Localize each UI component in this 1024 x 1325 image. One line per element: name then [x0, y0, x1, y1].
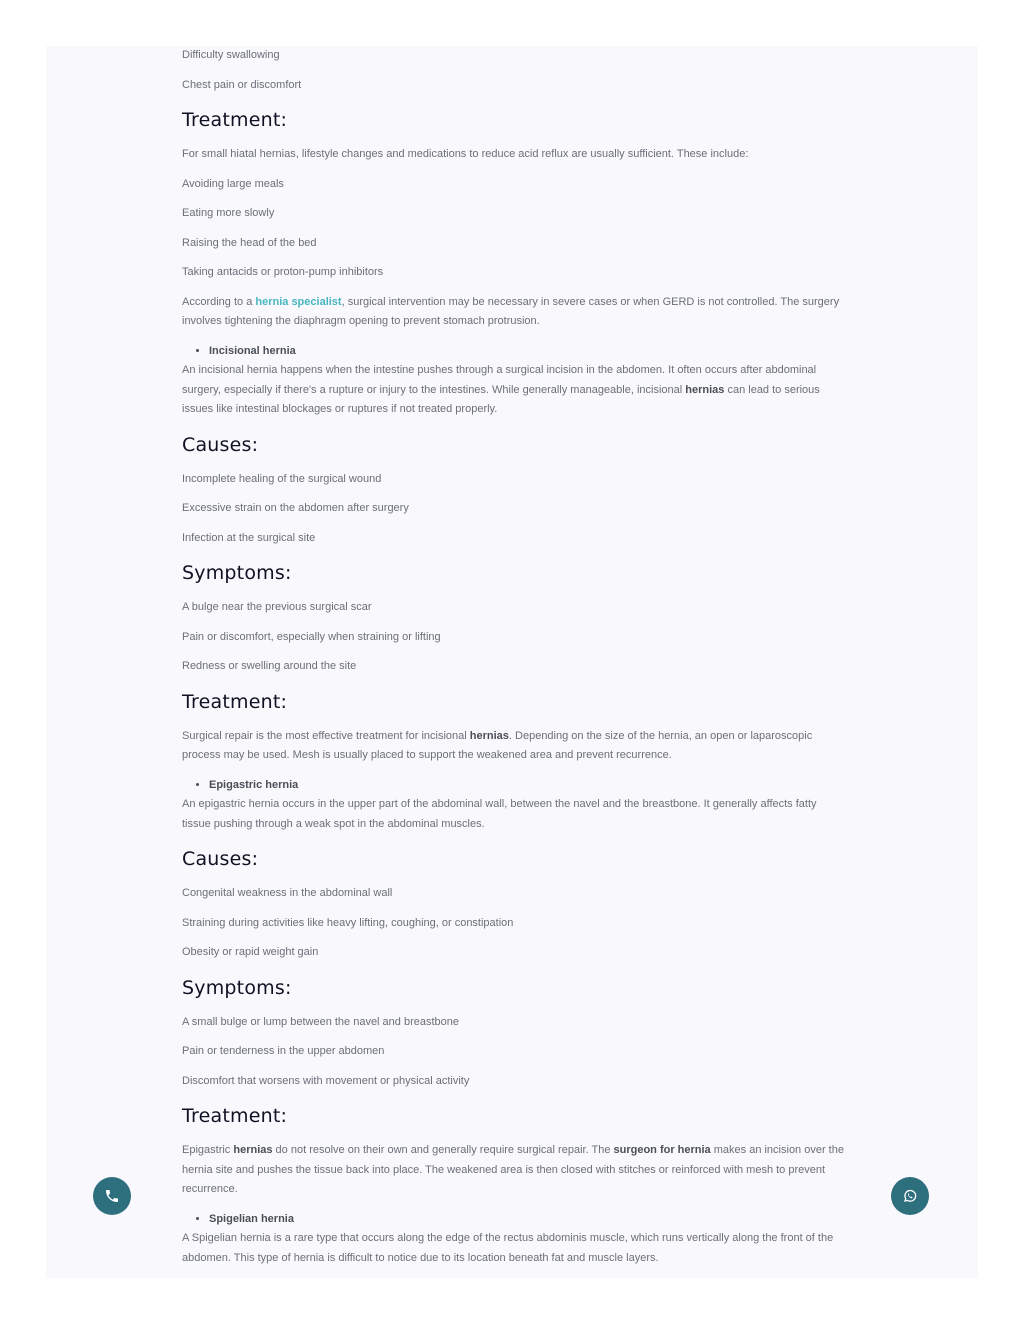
text-fragment: , surgical intervention may be necessary in severe cases or when GERD is not controlled. The surgery involves tightening the diaphragm opening to prevent stomach protrusion. [182, 295, 840, 327]
specialist-paragraph [182, 293, 846, 332]
epigastric-description: An epigastric hernia occurs in the upper part of the abdominal wall, between the navel and the breastbone. It generally affects fatty tissue pushing through a weak spot in the abdominal muscles. [182, 798, 817, 830]
cause-item: Congenital weakness in the abdominal wall [182, 887, 393, 899]
section-heading-treatment: Treatment: [182, 1105, 288, 1127]
section-heading-causes: Causes: [182, 848, 259, 870]
cause-item: Incomplete healing of the surgical wound [182, 472, 382, 485]
spigelian-description: A Spigelian hernia is a rare type that occurs along the edge of the rectus abdominis muscle, which runs vertically along the front of the abdomen. This type of hernia is difficult to notice due to its location beneath fat and muscle layers. [182, 1232, 834, 1264]
article-body [182, 46, 846, 1278]
cause-item: Infection at the surgical site [182, 531, 316, 544]
text-fragment: Surgical repair is the most effective treatment for incisional [182, 729, 470, 742]
hernia-type-incisional: • Incisional hernia [209, 342, 846, 362]
text-fragment: can lead to serious issues like intestinal blockages or ruptures if not treated properly. [182, 383, 820, 415]
hernia-type-list [182, 1210, 846, 1230]
hernia-specialist-link[interactable]: hernia specialist [255, 295, 342, 308]
whatsapp-icon [902, 1188, 918, 1204]
symptom-item: Redness or swelling around the site [182, 660, 357, 672]
text-fragment: . Depending on the size of the hernia, an open or laparoscopic process may be used. Mesh is usually placed to support the weakened area and prevent recurrence. [182, 729, 813, 761]
call-button[interactable] [93, 1177, 131, 1215]
hernia-type-epigastric: • Epigastric hernia [209, 776, 846, 796]
text-fragment: According to a [182, 295, 256, 308]
bold-term: hernias [685, 383, 725, 396]
whatsapp-button[interactable] [891, 1177, 929, 1215]
hernia-type-list [182, 776, 846, 796]
treatment-item: Avoiding large meals [182, 177, 284, 190]
section-heading-treatment: Treatment: [182, 690, 288, 713]
section-heading-symptoms: Symptoms: [182, 976, 292, 999]
bold-term: hernias [233, 1144, 273, 1156]
symptom-item: A small bulge or lump between the navel and breastbone [182, 1015, 460, 1028]
section-heading-treatment: Treatment: [182, 109, 288, 131]
symptom-item: Pain or tenderness in the upper abdomen [182, 1045, 385, 1057]
symptom-item: A bulge near the previous surgical scar [182, 601, 372, 613]
treatment-item: Eating more slowly [182, 207, 275, 219]
text-fragment: Epigastric [182, 1144, 234, 1156]
bold-term: surgeon for hernia [613, 1144, 711, 1156]
treatment-intro: For small hiatal hernias, lifestyle changes and medications to reduce acid reflux are usually sufficient. These include: [182, 148, 749, 160]
text-fragment: makes an incision over the hernia site and pushes the tissue back into place. The weakened area is then closed with stitches or reinforced with mesh to prevent recurrence. [182, 1144, 844, 1195]
text-fragment: do not resolve on their own and generally require surgical repair. The [272, 1144, 614, 1156]
treatment-item: Raising the head of the bed [182, 236, 317, 249]
bold-term: hernias [469, 729, 509, 742]
hernia-type-list [182, 342, 846, 362]
incisional-treatment [182, 727, 846, 766]
text-fragment: An incisional hernia happens when the intestine pushes through a surgical incision in the abdomen. It often occurs after abdominal surgery, especially if there's a rupture or injury to the intestines. While generally manageable, incisional [182, 364, 817, 396]
hernia-type-spigelian: • Spigelian hernia [209, 1210, 846, 1230]
treatment-item: Taking antacids or proton-pump inhibitors [182, 266, 384, 278]
cause-item: Obesity or rapid weight gain [182, 946, 319, 958]
symptom-item: Difficulty swallowing [182, 49, 280, 61]
cause-item: Straining during activities like heavy lifting, coughing, or constipation [182, 916, 514, 929]
section-heading-causes: Causes: [182, 433, 259, 456]
incisional-description [182, 361, 846, 420]
symptom-item: Pain or discomfort, especially when straining or lifting [182, 630, 441, 643]
cause-item: Excessive strain on the abdomen after surgery [182, 502, 409, 514]
epigastric-treatment [182, 1141, 846, 1200]
symptom-item: Chest pain or discomfort [182, 78, 302, 91]
symptom-item: Discomfort that worsens with movement or physical activity [182, 1074, 470, 1087]
section-heading-symptoms: Symptoms: [182, 562, 292, 584]
phone-icon [104, 1188, 120, 1204]
